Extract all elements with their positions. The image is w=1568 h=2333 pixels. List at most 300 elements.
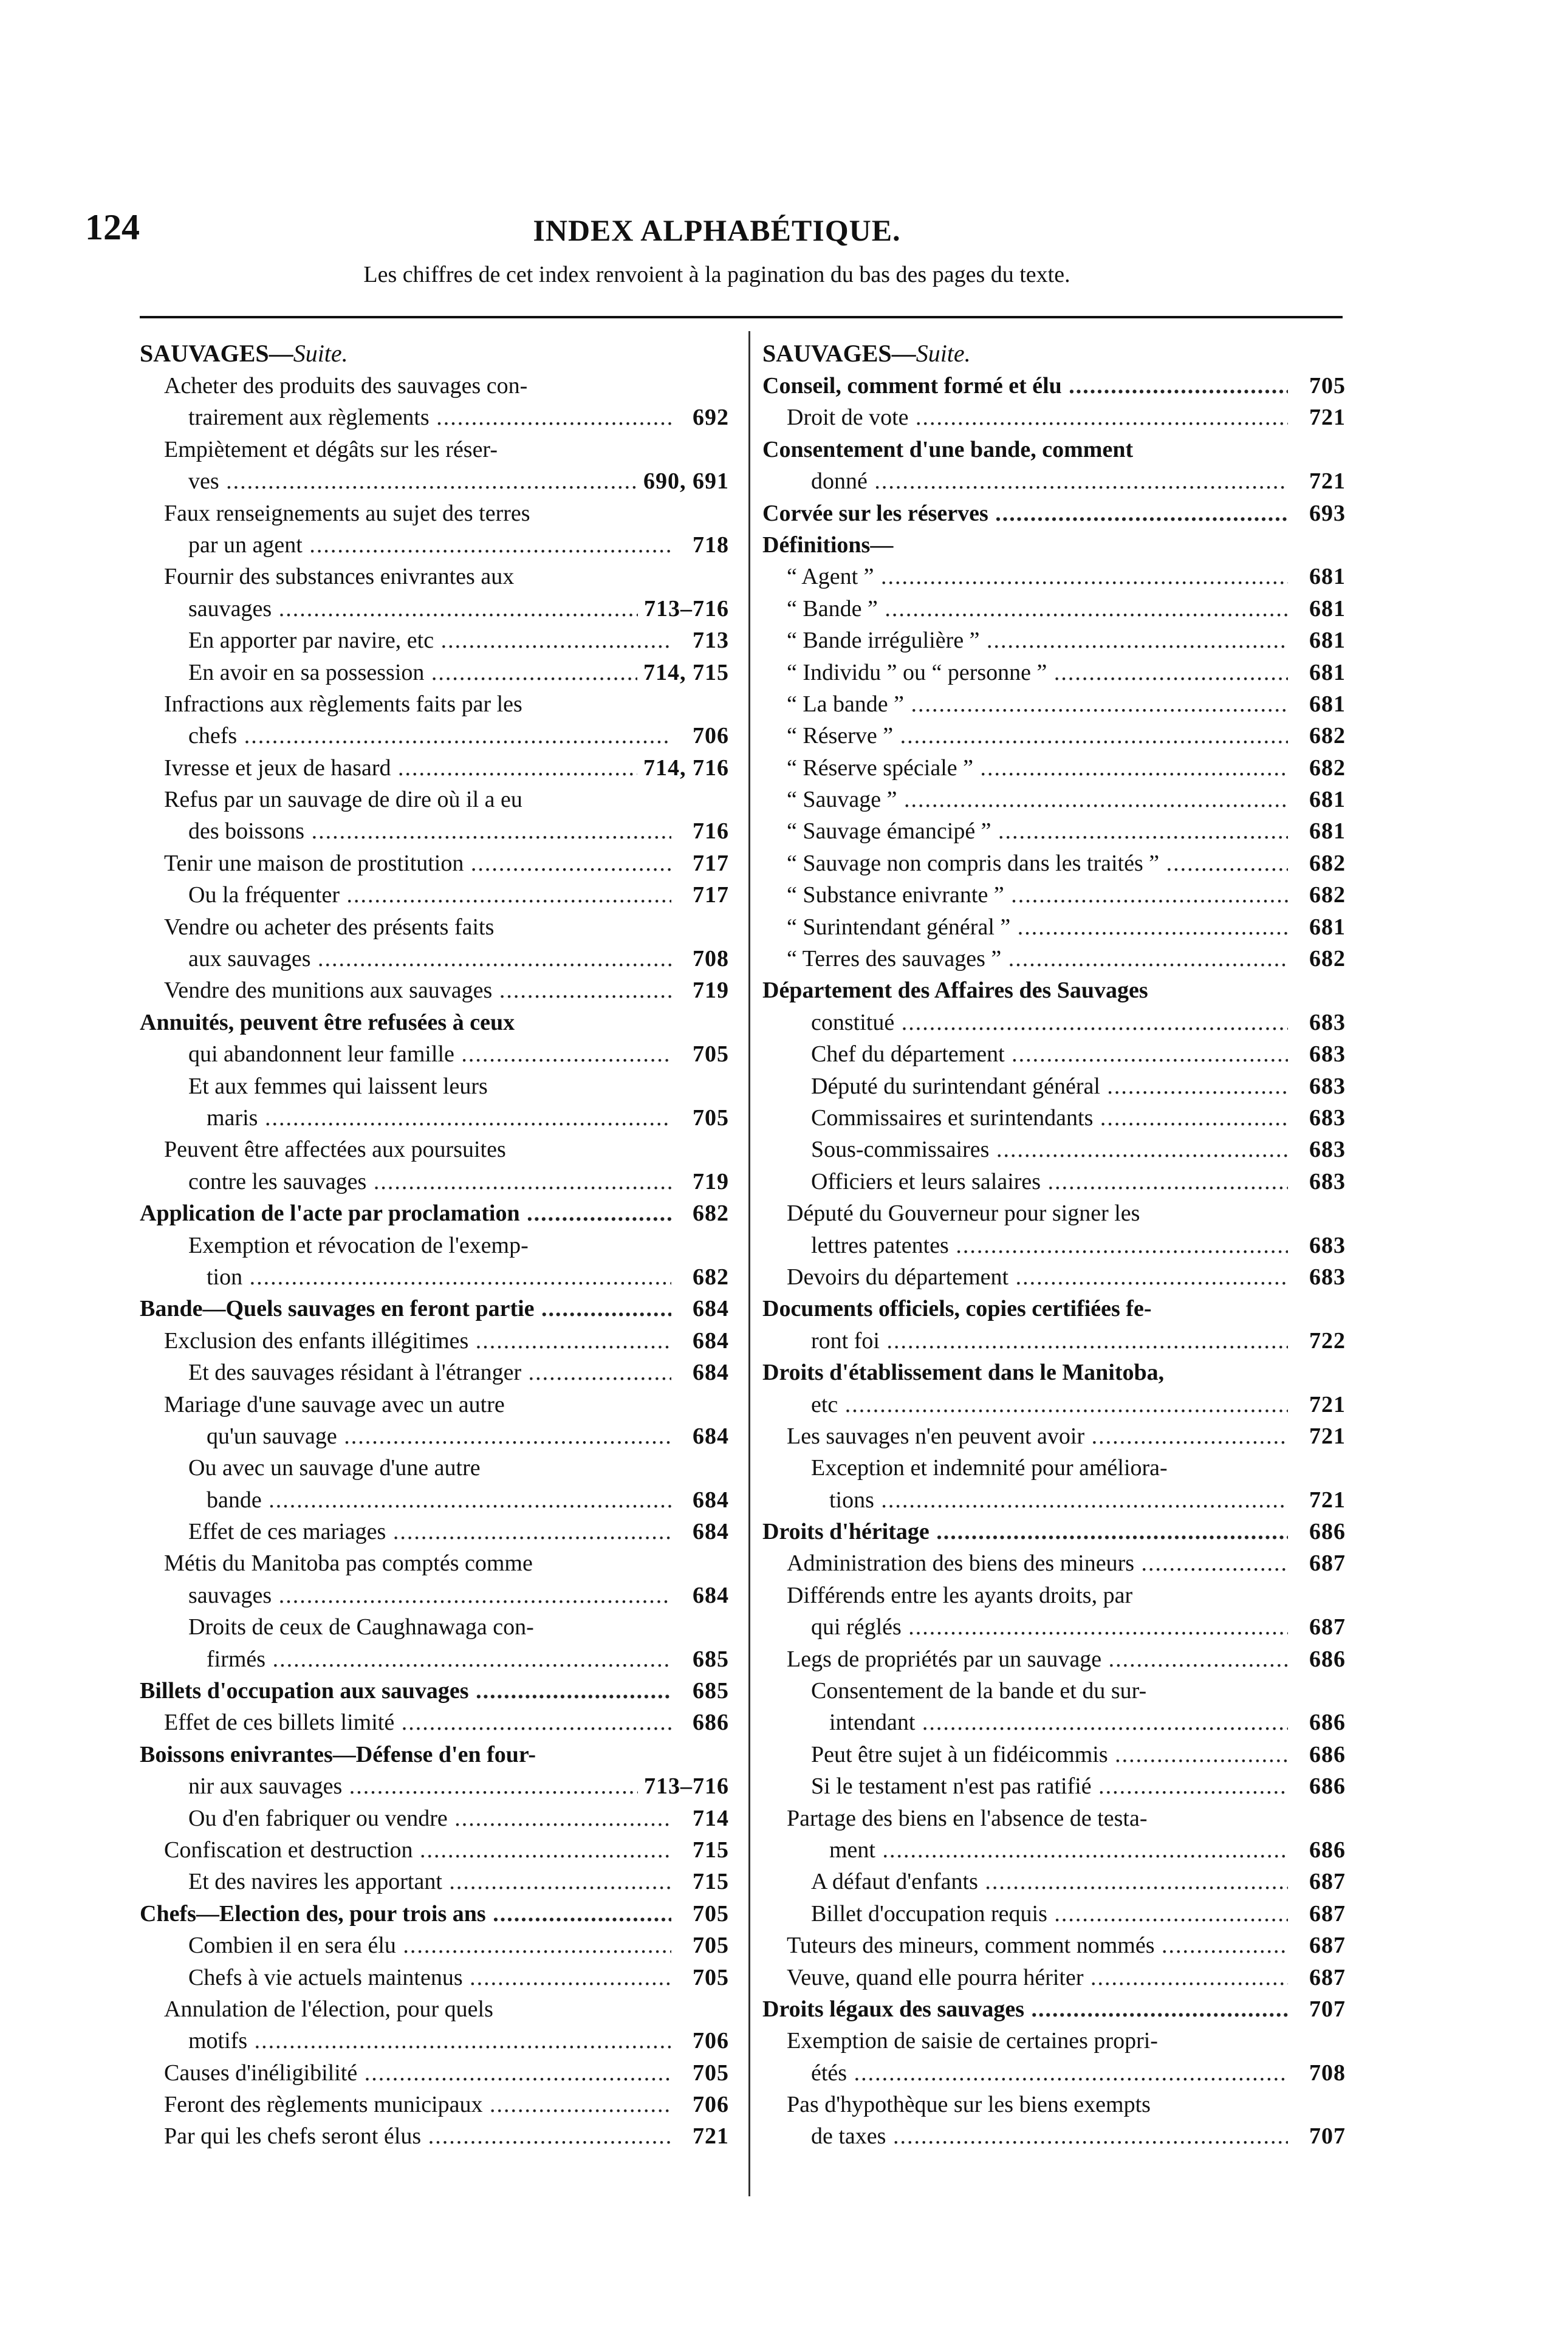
index-entry <box>140 911 729 943</box>
entry-text: Consentement de la bande et du sur- <box>811 1678 1147 1704</box>
entry-text: Les sauvages n'en peuvent avoir ..... <box>787 1420 1288 1452</box>
index-entry <box>140 1739 729 1770</box>
entry-text: Effet de ces mariages ..... <box>188 1516 671 1547</box>
index-entry <box>140 815 729 847</box>
index-entry <box>762 1420 1346 1452</box>
right-column <box>762 337 1346 2153</box>
entry-text: Annulation de l'élection, pour quels <box>164 1996 493 2022</box>
page-note: Les chiffres de cet index renvoient à la pagination du bas des pages du texte. <box>363 262 1070 287</box>
entry-text: “ Réserve spéciale ” ..... <box>787 752 1288 784</box>
entry-page-ref: 686 <box>1303 1643 1346 1675</box>
entry-text: Droits légaux des sauvages ..... <box>762 1993 1288 2025</box>
entry-page-ref: 708 <box>686 943 729 975</box>
index-entry <box>140 1293 729 1324</box>
entry-text: Ivresse et jeux de hasard ..... <box>164 752 671 784</box>
index-entry <box>762 1389 1346 1420</box>
index-entry <box>140 1516 729 1547</box>
page-number: 124 <box>85 207 140 247</box>
left-column <box>140 337 729 2153</box>
entry-page-ref: 682 <box>1303 720 1346 752</box>
entry-page-ref: 707 <box>1303 2120 1346 2152</box>
heading-suite: Suite. <box>916 340 971 367</box>
index-entry <box>140 1484 729 1516</box>
entry-text: motifs ..... <box>188 2025 671 2057</box>
entry-page-ref: 705 <box>686 1930 729 1961</box>
index-entry <box>140 848 729 879</box>
index-entry <box>140 2025 729 2057</box>
entry-text: Confiscation et destruction ..... <box>164 1834 671 1866</box>
entry-text: Consentement d'une bande, comment <box>762 436 1134 462</box>
entry-text: Et aux femmes qui laissent leurs <box>188 1073 488 1099</box>
entry-text: “ Sauvage émancipé ” ..... <box>787 815 1288 847</box>
entry-text: Empiètement et dégâts sur les réser- <box>164 436 498 462</box>
entry-text: Ou la fréquenter ..... <box>188 879 671 911</box>
index-entry <box>140 1675 729 1707</box>
entry-page-ref: 719 <box>686 975 729 1006</box>
index-entry <box>140 1197 729 1229</box>
entry-page-ref: 713 <box>686 625 729 656</box>
index-entry <box>762 1770 1346 1802</box>
index-entry <box>140 1071 729 1102</box>
entry-page-ref: 683 <box>1303 1134 1346 1165</box>
entry-page-ref: 683 <box>1303 1007 1346 1038</box>
entry-page-ref: 682 <box>686 1261 729 1293</box>
heading-suite: Suite. <box>293 340 348 367</box>
index-entry <box>140 720 729 752</box>
entry-text: Partage des biens en l'absence de testa- <box>787 1805 1148 1831</box>
entry-text: nir aux sauvages ..... <box>188 1770 671 1802</box>
index-entry <box>140 688 729 720</box>
entry-text: Chefs—Election des, pour trois ans ..... <box>140 1898 671 1930</box>
entry-page-ref: 715 <box>686 1834 729 1866</box>
entry-text: donné ..... <box>811 465 1288 497</box>
index-entry <box>762 1707 1346 1738</box>
index-entry <box>140 657 729 688</box>
index-entry <box>140 1930 729 1961</box>
entry-text: Effet de ces billets limité ..... <box>164 1707 671 1738</box>
index-entry <box>762 848 1346 879</box>
index-entry <box>140 752 729 784</box>
entry-text: Vendre ou acheter des présents faits <box>164 914 495 940</box>
index-entry <box>762 1102 1346 1134</box>
index-entry <box>762 911 1346 943</box>
entry-page-ref: 714, 715 <box>637 657 729 688</box>
index-entry <box>762 625 1346 656</box>
entry-text: Causes d'inéligibilité ..... <box>164 2057 671 2089</box>
entry-page-ref: 682 <box>1303 752 1346 784</box>
entry-text: Ou d'en fabriquer ou vendre ..... <box>188 1803 671 1834</box>
index-entry <box>140 1452 729 1484</box>
entry-text: Sous-commissaires ..... <box>811 1134 1288 1165</box>
entry-page-ref: 687 <box>1303 1547 1346 1579</box>
entry-text: ves ..... <box>188 465 671 497</box>
entry-page-ref: 686 <box>1303 1739 1346 1770</box>
entry-page-ref: 713–716 <box>638 1770 729 1802</box>
index-entry <box>140 784 729 815</box>
entry-page-ref: 687 <box>1303 1930 1346 1961</box>
index-entry <box>762 402 1346 433</box>
entry-page-ref: 705 <box>686 1898 729 1930</box>
index-entry <box>140 1898 729 1930</box>
entry-text: ment ..... <box>829 1834 1288 1866</box>
index-entry <box>762 370 1346 402</box>
index-entry <box>140 561 729 592</box>
index-entry <box>140 2120 729 2152</box>
entry-text: “ Sauvage ” ..... <box>787 784 1288 815</box>
entry-text: lettres patentes ..... <box>811 1230 1288 1261</box>
entry-page-ref: 705 <box>1303 370 1346 402</box>
index-entry <box>140 1102 729 1134</box>
entry-text: “ Individu ” ou “ personne ” ..... <box>787 657 1288 688</box>
index-entry <box>140 370 729 402</box>
entry-text: Veuve, quand elle pourra hériter ..... <box>787 1962 1288 1993</box>
index-entry <box>762 1357 1346 1388</box>
entry-text: qu'un sauvage ..... <box>207 1420 671 1452</box>
right-entries <box>762 370 1346 2153</box>
index-entry <box>762 1993 1346 2025</box>
entry-text: Acheter des produits des sauvages con- <box>164 373 528 399</box>
entry-text: etc ..... <box>811 1389 1288 1420</box>
entry-page-ref: 683 <box>1303 1071 1346 1102</box>
index-entry <box>762 879 1346 911</box>
index-entry <box>140 625 729 656</box>
index-entry <box>140 2057 729 2089</box>
entry-page-ref: 707 <box>1303 1993 1346 2025</box>
entry-page-ref: 721 <box>1303 1389 1346 1420</box>
index-entry <box>762 1866 1346 1897</box>
index-entry <box>140 1770 729 1802</box>
entry-text: Billets d'occupation aux sauvages ..... <box>140 1675 671 1707</box>
index-entry <box>762 2057 1346 2089</box>
index-entry <box>762 1898 1346 1930</box>
entry-text: “ La bande ” ..... <box>787 688 1288 720</box>
entry-page-ref: 690, 691 <box>637 465 729 497</box>
entry-page-ref: 684 <box>686 1420 729 1452</box>
entry-text: Corvée sur les réserves ..... <box>762 498 1288 529</box>
entry-text: Boissons enivrantes—Défense d'en four- <box>140 1741 536 1767</box>
entry-text: Différends entre les ayants droits, par <box>787 1582 1133 1608</box>
entry-text: Par qui les chefs seront élus ..... <box>164 2120 671 2152</box>
index-entry <box>762 1007 1346 1038</box>
entry-text: Ou avec un sauvage d'une autre <box>188 1455 481 1481</box>
index-entry <box>140 1993 729 2025</box>
index-entry <box>140 434 729 465</box>
index-entry <box>762 498 1346 529</box>
index-entry <box>762 1197 1346 1229</box>
entry-text: Définitions— <box>762 532 894 558</box>
entry-page-ref: 683 <box>1303 1166 1346 1197</box>
entry-text: maris ..... <box>207 1102 671 1134</box>
index-entry <box>762 1834 1346 1866</box>
entry-page-ref: 681 <box>1303 784 1346 815</box>
entry-text: sauvages ..... <box>188 1580 671 1611</box>
index-entry <box>762 529 1346 561</box>
entry-text: Chefs à vie actuels maintenus ..... <box>188 1962 671 1993</box>
index-entry <box>762 2089 1346 2120</box>
index-entry <box>140 1007 729 1038</box>
entry-page-ref: 686 <box>1303 1707 1346 1738</box>
index-entry <box>762 1134 1346 1165</box>
entry-page-ref: 706 <box>686 2025 729 2057</box>
entry-page-ref: 718 <box>686 529 729 561</box>
entry-text: trairement aux règlements ..... <box>188 402 671 433</box>
entry-text: des boissons ..... <box>188 815 671 847</box>
index-entry <box>140 1643 729 1675</box>
entry-page-ref: 681 <box>1303 815 1346 847</box>
entry-text: Application de l'acte par proclamation ..... <box>140 1197 671 1229</box>
entry-text: A défaut d'enfants ..... <box>811 1866 1288 1897</box>
entry-text: Vendre des munitions aux sauvages ..... <box>164 975 671 1006</box>
index-entry <box>762 2120 1346 2152</box>
entry-text: Combien il en sera élu ..... <box>188 1930 671 1961</box>
entry-page-ref: 686 <box>1303 1516 1346 1547</box>
entry-page-ref: 687 <box>1303 1866 1346 1897</box>
index-entry <box>762 657 1346 688</box>
entry-text: Refus par un sauvage de dire où il a eu <box>164 787 522 813</box>
index-entry <box>140 498 729 529</box>
left-entries <box>140 370 729 2153</box>
index-entry <box>140 1580 729 1611</box>
index-entry <box>140 529 729 561</box>
entry-page-ref: 685 <box>686 1675 729 1707</box>
entry-page-ref: 683 <box>1303 1230 1346 1261</box>
entry-text: Infractions aux règlements faits par les <box>164 691 522 717</box>
index-entry <box>762 1038 1346 1070</box>
index-entry <box>762 943 1346 975</box>
entry-page-ref: 682 <box>686 1197 729 1229</box>
index-entry <box>762 561 1346 592</box>
entry-text: “ Bande ” ..... <box>787 593 1288 625</box>
index-entry <box>140 2089 729 2120</box>
index-entry <box>140 1547 729 1579</box>
entry-text: Fournir des substances enivrantes aux <box>164 564 515 590</box>
entry-text: “ Agent ” ..... <box>787 561 1288 592</box>
entry-text: Administration des biens des mineurs ..... <box>787 1547 1288 1579</box>
index-entry <box>140 1866 729 1897</box>
index-entry <box>140 402 729 433</box>
entry-page-ref: 684 <box>686 1484 729 1516</box>
entry-page-ref: 708 <box>1303 2057 1346 2089</box>
index-entry <box>762 1166 1346 1197</box>
entry-page-ref: 681 <box>1303 561 1346 592</box>
entry-text: Droit de vote ..... <box>787 402 1288 433</box>
entry-text: Billet d'occupation requis ..... <box>811 1898 1288 1930</box>
entry-text: Droits de ceux de Caughnawaga con- <box>188 1614 534 1640</box>
index-entry <box>762 1261 1346 1293</box>
entry-page-ref: 683 <box>1303 1261 1346 1293</box>
entry-page-ref: 681 <box>1303 625 1346 656</box>
entry-text: “ Surintendant général ” ..... <box>787 911 1288 943</box>
index-entry <box>762 815 1346 847</box>
entry-text: Tenir une maison de prostitution ..... <box>164 848 671 879</box>
entry-page-ref: 721 <box>1303 1484 1346 1516</box>
entry-page-ref: 705 <box>686 1962 729 1993</box>
heading-word: SAUVAGES— <box>140 340 293 367</box>
page-header <box>85 207 1349 249</box>
entry-text: En avoir en sa possession ..... <box>188 657 671 688</box>
index-entry <box>762 975 1346 1006</box>
entry-text: étés ..... <box>811 2057 1288 2089</box>
entry-text: “ Bande irrégulière ” ..... <box>787 625 1288 656</box>
index-entry <box>762 720 1346 752</box>
entry-page-ref: 687 <box>1303 1611 1346 1643</box>
index-entry <box>140 943 729 975</box>
entry-text: En apporter par navire, etc ..... <box>188 625 671 656</box>
index-entry <box>762 1930 1346 1961</box>
entry-text: Mariage d'une sauvage avec un autre <box>164 1391 505 1417</box>
entry-page-ref: 719 <box>686 1166 729 1197</box>
entry-text: Département des Affaires des Sauvages <box>762 978 1148 1004</box>
entry-page-ref: 681 <box>1303 657 1346 688</box>
entry-text: qui réglés ..... <box>811 1611 1288 1643</box>
entry-text: “ Terres des sauvages ” ..... <box>787 943 1288 975</box>
entry-text: constitué ..... <box>811 1007 1288 1038</box>
index-entry <box>762 1325 1346 1357</box>
entry-text: Peut être sujet à un fidéicommis ..... <box>811 1739 1288 1770</box>
entry-text: contre les sauvages ..... <box>188 1166 671 1197</box>
right-column-heading <box>762 337 1346 370</box>
index-entry <box>762 1071 1346 1102</box>
header-rule <box>140 316 1343 318</box>
index-entry <box>762 1611 1346 1643</box>
index-entry <box>140 465 729 497</box>
index-entry <box>140 1389 729 1420</box>
entry-page-ref: 684 <box>686 1325 729 1357</box>
index-entry <box>762 1516 1346 1547</box>
index-entry <box>762 465 1346 497</box>
index-entry <box>140 1230 729 1261</box>
heading-word: SAUVAGES— <box>762 340 916 367</box>
column-divider <box>748 331 750 2196</box>
index-entry <box>140 879 729 911</box>
entry-page-ref: 682 <box>1303 848 1346 879</box>
entry-text: Annuités, peuvent être refusées à ceux <box>140 1009 515 1035</box>
index-entry <box>140 1134 729 1165</box>
entry-text: chefs ..... <box>188 720 671 752</box>
entry-page-ref: 722 <box>1303 1325 1346 1357</box>
index-entry <box>140 1707 729 1738</box>
index-entry <box>762 1739 1346 1770</box>
left-column-heading <box>140 337 729 370</box>
entry-page-ref: 681 <box>1303 593 1346 625</box>
entry-page-ref: 721 <box>1303 465 1346 497</box>
entry-text: de taxes ..... <box>811 2120 1288 2152</box>
entry-page-ref: 685 <box>686 1643 729 1675</box>
entry-text: Bande—Quels sauvages en feront partie ..... <box>140 1293 671 1324</box>
entry-page-ref: 684 <box>686 1293 729 1324</box>
entry-page-ref: 715 <box>686 1866 729 1897</box>
index-entry <box>762 1962 1346 1993</box>
entry-text: ront foi ..... <box>811 1325 1288 1357</box>
entry-page-ref: 683 <box>1303 1038 1346 1070</box>
index-entry <box>140 1962 729 1993</box>
entry-page-ref: 682 <box>1303 879 1346 911</box>
entry-text: Officiers et leurs salaires ..... <box>811 1166 1288 1197</box>
index-entry <box>762 1452 1346 1484</box>
index-entry <box>140 1038 729 1070</box>
entry-text: Exemption de saisie de certaines propri- <box>787 2028 1158 2054</box>
index-entry <box>762 593 1346 625</box>
entry-text: aux sauvages ..... <box>188 943 671 975</box>
index-entry <box>762 1803 1346 1834</box>
entry-text: Conseil, comment formé et élu ..... <box>762 370 1288 402</box>
index-entry <box>140 1261 729 1293</box>
entry-page-ref: 705 <box>686 1038 729 1070</box>
entry-page-ref: 684 <box>686 1357 729 1388</box>
entry-page-ref: 706 <box>686 2089 729 2120</box>
index-entry <box>140 1803 729 1834</box>
entry-page-ref: 721 <box>1303 402 1346 433</box>
entry-text: Député du surintendant général ..... <box>811 1071 1288 1102</box>
entry-text: Et des sauvages résidant à l'étranger ..... <box>188 1357 671 1388</box>
entry-text: tion ..... <box>207 1261 671 1293</box>
entry-text: par un agent ..... <box>188 529 671 561</box>
index-entry <box>140 1420 729 1452</box>
entry-page-ref: 713–716 <box>638 593 729 625</box>
entry-text: intendant ..... <box>829 1707 1288 1738</box>
entry-text: Feront des règlements municipaux ..... <box>164 2089 671 2120</box>
entry-text: Commissaires et surintendants ..... <box>811 1102 1288 1134</box>
entry-text: Documents officiels, copies certifiées fe- <box>762 1296 1152 1322</box>
entry-text: bande ..... <box>207 1484 671 1516</box>
entry-text: Exception et indemnité pour améliora- <box>811 1455 1168 1481</box>
entry-page-ref: 714 <box>686 1803 729 1834</box>
entry-page-ref: 717 <box>686 848 729 879</box>
index-entry <box>762 1230 1346 1261</box>
index-entry <box>762 1580 1346 1611</box>
entry-page-ref: 681 <box>1303 911 1346 943</box>
index-entry <box>762 688 1346 720</box>
index-entry <box>140 1357 729 1388</box>
index-entry <box>140 975 729 1006</box>
entry-page-ref: 684 <box>686 1580 729 1611</box>
entry-text: Chef du département ..... <box>811 1038 1288 1070</box>
entry-text: Métis du Manitoba pas comptés comme <box>164 1550 533 1577</box>
entry-text: Droits d'établissement dans le Manitoba, <box>762 1360 1165 1386</box>
entry-text: Faux renseignements au sujet des terres <box>164 500 530 526</box>
entry-page-ref: 683 <box>1303 1102 1346 1134</box>
entry-text: Si le testament n'est pas ratifié ..... <box>811 1770 1288 1802</box>
entry-page-ref: 686 <box>1303 1834 1346 1866</box>
entry-text: Et des navires les apportant ..... <box>188 1866 671 1897</box>
entry-text: sauvages ..... <box>188 593 671 625</box>
index-entry <box>140 1611 729 1643</box>
entry-page-ref: 721 <box>1303 1420 1346 1452</box>
entry-page-ref: 705 <box>686 1102 729 1134</box>
index-entry <box>762 1643 1346 1675</box>
entry-text: Peuvent être affectées aux poursuites <box>164 1137 506 1163</box>
entry-page-ref: 706 <box>686 720 729 752</box>
index-entry <box>140 593 729 625</box>
entry-text: firmés ..... <box>207 1643 671 1675</box>
index-entry <box>140 1834 729 1866</box>
entry-text: Pas d'hypothèque sur les biens exempts <box>787 2092 1151 2118</box>
entry-page-ref: 686 <box>1303 1770 1346 1802</box>
entry-page-ref: 714, 716 <box>637 752 729 784</box>
entry-page-ref: 684 <box>686 1516 729 1547</box>
entry-text: Tuteurs des mineurs, comment nommés ..... <box>787 1930 1288 1961</box>
entry-text: Exemption et révocation de l'exemp- <box>188 1232 529 1258</box>
entry-page-ref: 687 <box>1303 1898 1346 1930</box>
entry-text: “ Sauvage non compris dans les traités ” ..... <box>787 848 1288 879</box>
index-entry <box>762 1484 1346 1516</box>
entry-text: “ Substance enivrante ” ..... <box>787 879 1288 911</box>
page-title: INDEX ALPHABÉTIQUE. <box>533 213 901 247</box>
entry-page-ref: 716 <box>686 815 729 847</box>
entry-page-ref: 681 <box>1303 688 1346 720</box>
entry-text: Devoirs du département ..... <box>787 1261 1288 1293</box>
index-entry <box>762 434 1346 465</box>
